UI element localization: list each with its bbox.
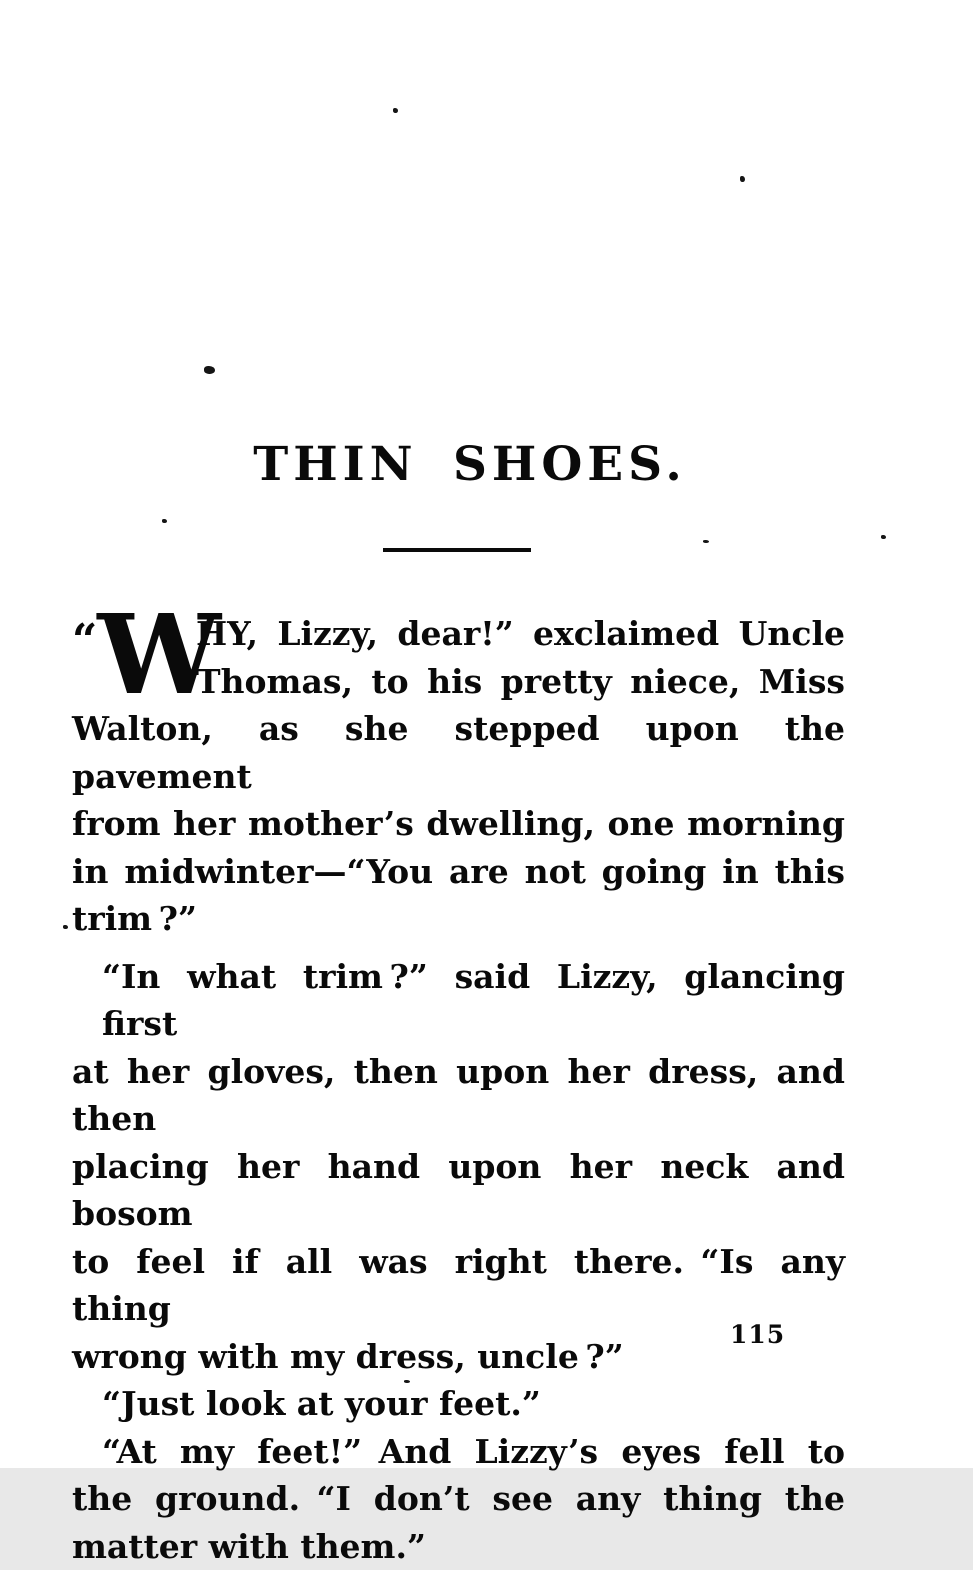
title-divider-rule [383, 548, 531, 552]
story-text [72, 610, 845, 1570]
ink-speck [204, 366, 215, 374]
text-line: from her mother’s dwelling, one morning [72, 800, 845, 848]
text-line: “At my feet!” And Lizzy’s eyes fell to [72, 1428, 845, 1476]
ink-speck [63, 925, 68, 929]
text-line: HY, Lizzy, dear!” exclaimed Uncle [196, 610, 845, 658]
text-line: the ground. “I don’t see any thing the [72, 1475, 845, 1523]
text-line: matter with them.” [72, 1523, 845, 1570]
ink-speck [703, 540, 709, 543]
paragraph-1 [72, 610, 845, 943]
page-title: THIN SHOES. [0, 441, 940, 488]
drop-cap [72, 600, 221, 710]
page-number: 115 [730, 1320, 785, 1349]
ink-speck [393, 108, 398, 113]
text-line: in midwinter—“You are not going in this [72, 848, 845, 896]
text-line: at her gloves, then upon her dress, and then [72, 1048, 845, 1143]
text-line: Thomas, to his pretty niece, Miss [196, 658, 845, 706]
ink-speck [740, 176, 745, 182]
paragraph-2 [72, 953, 845, 1381]
ink-speck [881, 535, 886, 539]
text-line: “In what trim ?” said Lizzy, glancing first [72, 953, 845, 1048]
paragraph-4 [72, 1428, 845, 1570]
text-line: “Just look at your feet.” [72, 1380, 845, 1428]
text-line: Walton, as she stepped upon the pavement [72, 705, 845, 800]
text-line: to feel if all was right there. “Is any thing [72, 1238, 845, 1333]
open-quote-mark: “ [72, 619, 97, 663]
drop-cap-letter: W [97, 600, 221, 710]
text-line: trim ?” [72, 895, 845, 943]
text-line: wrong with my dress, uncle ?” [72, 1333, 845, 1381]
text-line: placing her hand upon her neck and bosom [72, 1143, 845, 1238]
paragraph-3 [72, 1380, 845, 1428]
ink-speck [162, 519, 167, 523]
